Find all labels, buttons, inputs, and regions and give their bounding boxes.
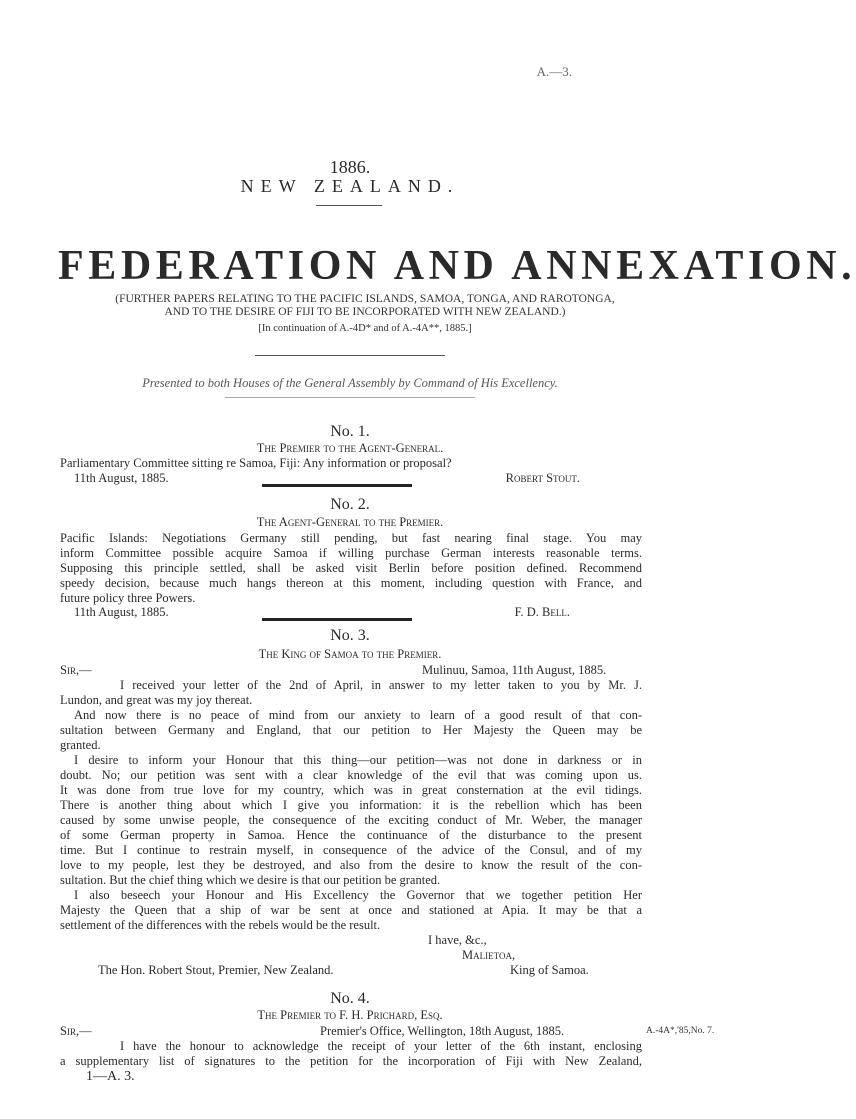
- document-title: FEDERATION AND ANNEXATION.: [58, 243, 856, 289]
- signature: Robert Stout.: [505, 471, 580, 485]
- section-number: No. 4.: [330, 990, 370, 1007]
- text-line: inform Committee possible acquire Samoa if willing purchase German interests reasonable terms.: [60, 546, 642, 560]
- text-line: caused by some unwise people, the consequence of the exciting conduct of Mr. Weber, the manager: [60, 813, 642, 827]
- text-line: Parliamentary Committee sitting re Samoa, Fiji: Any information or proposal?: [60, 456, 452, 470]
- page-reference: A.—3.: [536, 64, 572, 79]
- presented-line: Presented to both Houses of the General Assembly by Command of His Excellency.: [142, 376, 558, 390]
- text-line: I also beseech your Honour and His Excellency the Governor that we together petition Her: [74, 888, 642, 902]
- text-line: It was done from true love for my country, which was in great consternation at the evil tidings.: [60, 783, 642, 797]
- text-line: I have the honour to acknowledge the receipt of your letter of the 6th instant, enclosing: [120, 1039, 642, 1053]
- text-line: There is another thing about which I give you information: it is the rebellion which has been: [60, 798, 642, 812]
- text-line: And now there is no peace of mind from our anxiety to learn of a good result of that con-: [74, 708, 642, 722]
- signature: F. D. Bell.: [514, 605, 570, 619]
- closing: I have, &c.,: [428, 933, 487, 947]
- text-line: sultation between Germany and England, that our petition to Her Majesty the Queen may be: [60, 723, 642, 737]
- section-number: No. 1.: [330, 423, 370, 440]
- text-line: of some German property in Samoa. Hence the continuance of the disturbance to the present: [60, 828, 642, 842]
- document-year: 1886.: [329, 157, 371, 177]
- page-footer: 1—A. 3.: [86, 1069, 135, 1084]
- text-line: granted.: [60, 738, 101, 752]
- section-rule: [255, 355, 445, 356]
- section-rule: [225, 397, 475, 398]
- section-number: No. 3.: [330, 627, 370, 644]
- section-from-to: The Agent-General to the Premier.: [256, 515, 444, 529]
- header-rule: [316, 205, 382, 206]
- text-line: sultation. But the chief thing which we desire is that our petition be granted.: [60, 873, 441, 887]
- letter-address: Mulinuu, Samoa, 11th August, 1885.: [422, 663, 607, 677]
- salutation: Sir,—: [60, 663, 92, 677]
- date-line: 11th August, 1885.: [74, 471, 169, 485]
- signature-title: King of Samoa.: [510, 963, 589, 977]
- section-from-to: The Premier to the Agent-General.: [256, 441, 444, 455]
- continuation-note: [In continuation of A.-4D* and of A.-4A**, 1885.]: [258, 323, 472, 334]
- text-line: settlement of the differences with the rebels would be the result.: [60, 918, 381, 932]
- addressee: The Hon. Robert Stout, Premier, New Zealand.: [98, 963, 334, 977]
- text-line: love to my people, lest they be destroyed, and also from the desire to know the result of the con-: [60, 858, 642, 872]
- text-line: Pacific Islands: Negotiations Germany still pending, but fast nearing final stage. You may: [60, 531, 642, 545]
- subtitle-line-2: AND TO THE DESIRE OF FIJI TO BE INCORPORATED WITH NEW ZEALAND.): [164, 306, 566, 318]
- section-from-to: The King of Samoa to the Premier.: [258, 647, 442, 661]
- text-line: Lundon, and great was my joy thereat.: [60, 693, 253, 707]
- subtitle-line-1: (FURTHER PAPERS RELATING TO THE PACIFIC ISLANDS, SAMOA, TONGA, AND RAROTONGA,: [115, 293, 615, 305]
- section-number: No. 2.: [330, 496, 370, 513]
- text-line: future policy three Powers.: [60, 591, 196, 605]
- signature: Malietoa,: [462, 948, 516, 962]
- salutation: Sir,—: [60, 1024, 92, 1038]
- margin-note: A.-4A*,'85,No. 7.: [646, 1026, 715, 1036]
- section-from-to: The Premier to F. H. Prichard, Esq.: [257, 1008, 443, 1022]
- date-line: 11th August, 1885.: [74, 605, 169, 619]
- text-line: a supplementary list of signatures to the petition for the incorporation of Fiji with New Zealand,: [60, 1054, 642, 1068]
- separator-rule: [262, 618, 412, 621]
- text-line: Majesty the Queen that a ship of war be sent at once and stationed at Apia. It may be that a: [60, 903, 642, 917]
- text-line: I received your letter of the 2nd of April, in answer to my letter taken to you by Mr. J.: [120, 678, 642, 692]
- text-line: speedy decision, because much hangs thereon at this moment, including question with France, and: [60, 576, 642, 590]
- text-line: doubt. No; our petition was sent with a clear knowledge of the evil that was coming upon us.: [60, 768, 642, 782]
- text-line: Supposing this principle settled, shall be asked visit Berlin before position defined. Recommend: [60, 561, 642, 575]
- document-country: NEW ZEALAND.: [240, 176, 460, 196]
- text-line: time. But I continue to restrain myself, in consequence of the advice of the Consul, and of my: [60, 843, 642, 857]
- letter-address: Premier's Office, Wellington, 18th August, 1885.: [320, 1024, 565, 1038]
- text-line: I desire to inform your Honour that this thing—our petition—was not done in darkness or in: [74, 753, 642, 767]
- separator-rule: [262, 484, 412, 487]
